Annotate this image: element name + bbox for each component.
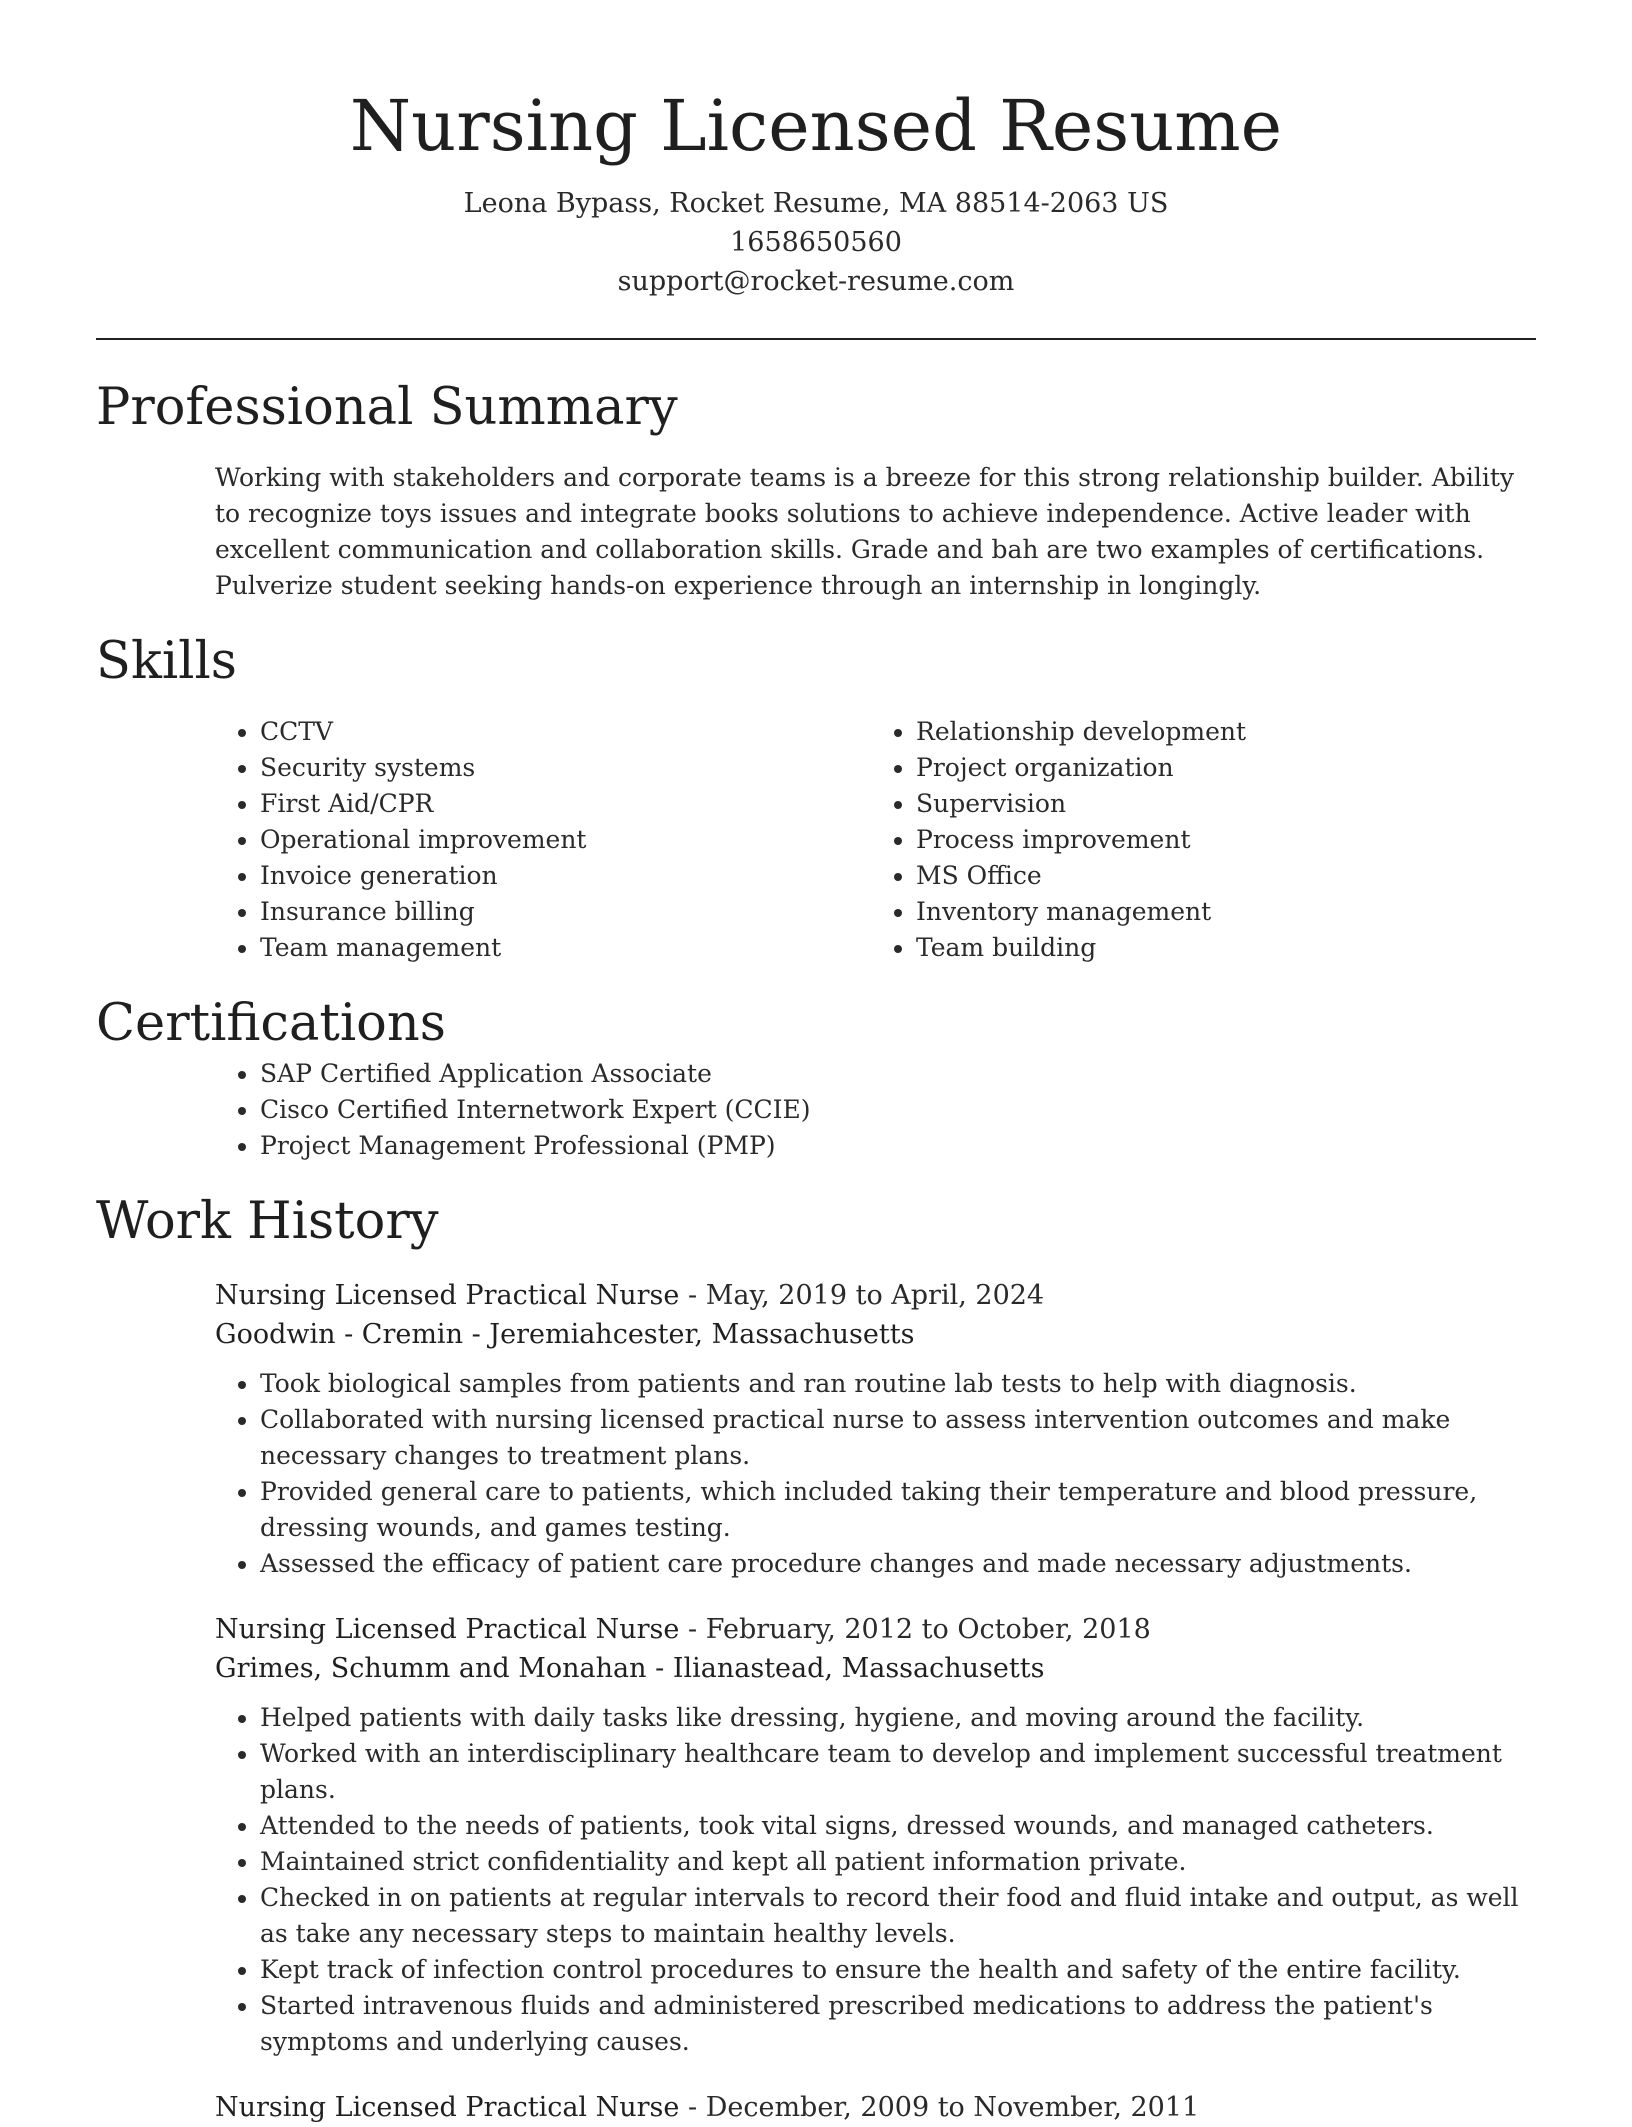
job-entry	[215, 2088, 1536, 2127]
skill-item: • First Aid/CPR	[260, 786, 880, 822]
skill-item: • MS Office	[916, 858, 1536, 894]
job-bullet: • Helped patients with daily tasks like dressing, hygiene, and moving around the facility.	[260, 1700, 1536, 1736]
job-company-line	[215, 1649, 1536, 1688]
job-title-line	[215, 1276, 1536, 1315]
job-bullet: • Collaborated with nursing licensed practical nurse to assess intervention outcomes and make necessary changes to treatment plans.	[260, 1402, 1536, 1474]
job-bullet: • Started intravenous fluids and administered prescribed medications to address the patient's symptoms and underlying causes.	[260, 1988, 1536, 2060]
job-dates: May, 2019 to April, 2024	[705, 1280, 1045, 1311]
section-title-summary: Professional Summary	[96, 378, 678, 437]
job-separator: -	[655, 1653, 665, 1684]
contact-block	[96, 184, 1536, 301]
section-title-skills: Skills	[96, 632, 237, 691]
skills-columns	[96, 714, 1536, 966]
job-role: Nursing Licensed Practical Nurse	[215, 1280, 680, 1311]
skill-item: • Security systems	[260, 750, 880, 786]
certifications-section	[96, 992, 1536, 1164]
skills-list-left	[96, 714, 880, 966]
job-location: Jeremiahcester, Massachusetts	[489, 1319, 915, 1350]
skill-item: • Relationship development	[916, 714, 1536, 750]
job-bullet: • Attended to the needs of patients, took vital signs, dressed wounds, and managed catheters.	[260, 1808, 1536, 1844]
skills-list-right	[880, 714, 1536, 966]
skills-section	[96, 630, 1536, 966]
job-bullet: • Took biological samples from patients and ran routine lab tests to help with diagnosis.	[260, 1366, 1536, 1402]
contact-phone: 1658650560	[730, 227, 902, 258]
job-entry	[215, 1276, 1536, 1582]
job-company: Goodwin - Cremin	[215, 1319, 463, 1350]
job-dates: December, 2009 to November, 2011	[705, 2092, 1200, 2123]
job-entry	[215, 1610, 1536, 2060]
job-bullet: • Worked with an interdisciplinary healthcare team to develop and implement successful treatment plans.	[260, 1736, 1536, 1808]
certifications-list	[96, 1056, 1536, 1164]
job-separator: -	[471, 1319, 481, 1350]
job-title-line	[215, 2088, 1536, 2127]
section-title-certifications: Certifications	[96, 994, 446, 1053]
job-bullets	[215, 1366, 1536, 1582]
job-dates: February, 2012 to October, 2018	[705, 1614, 1151, 1645]
job-company: Grimes, Schumm and Monahan	[215, 1653, 647, 1684]
job-separator: -	[688, 1614, 698, 1645]
certification-item: • Cisco Certified Internetwork Expert (CCIE)	[260, 1092, 1536, 1128]
job-title-line	[215, 1610, 1536, 1649]
skill-item: • Operational improvement	[260, 822, 880, 858]
job-role: Nursing Licensed Practical Nurse	[215, 1614, 680, 1645]
job-bullet: • Provided general care to patients, which included taking their temperature and blood pressure, dressing wounds, and games testing.	[260, 1474, 1536, 1546]
skill-item: • CCTV	[260, 714, 880, 750]
skill-item: • Team management	[260, 930, 880, 966]
skill-item: • Project organization	[916, 750, 1536, 786]
job-bullet: • Checked in on patients at regular intervals to record their food and fluid intake and output, as well as take any necessary steps to maintain healthy levels.	[260, 1880, 1536, 1952]
skill-item: • Insurance billing	[260, 894, 880, 930]
skill-item: • Inventory management	[916, 894, 1536, 930]
header-divider	[96, 338, 1536, 340]
contact-address: Leona Bypass, Rocket Resume, MA 88514-2063 US	[463, 188, 1169, 219]
job-bullet: • Maintained strict confidentiality and kept all patient information private.	[260, 1844, 1536, 1880]
skill-item: • Team building	[916, 930, 1536, 966]
job-bullets	[215, 1700, 1536, 2060]
skill-item: • Supervision	[916, 786, 1536, 822]
job-role: Nursing Licensed Practical Nurse	[215, 2092, 680, 2123]
job-bullet: • Assessed the efficacy of patient care procedure changes and made necessary adjustments.	[260, 1546, 1536, 1582]
skill-item: • Process improvement	[916, 822, 1536, 858]
job-separator: -	[688, 1280, 698, 1311]
work-history-section	[96, 1190, 1536, 2127]
skill-item: • Invoice generation	[260, 858, 880, 894]
job-bullet: • Kept track of infection control procedures to ensure the health and safety of the entire facility.	[260, 1952, 1536, 1988]
resume-header	[96, 0, 1536, 301]
job-company-line	[215, 1315, 1536, 1354]
page-title: Nursing Licensed Resume	[349, 85, 1283, 167]
certification-item: • SAP Certified Application Associate	[260, 1056, 1536, 1092]
section-title-work-history: Work History	[96, 1192, 439, 1251]
job-separator: -	[688, 2092, 698, 2123]
certification-item: • Project Management Professional (PMP)	[260, 1128, 1536, 1164]
job-location: Ilianastead, Massachusetts	[672, 1653, 1045, 1684]
summary-text: Working with stakeholders and corporate teams is a breeze for this strong relationship builder. Ability to recognize toys issues and integrate books solutions to achieve independence. Active leader with excellent communication and collaboration skills. Grade and bah are two examples of certifications. Pulverize student seeking hands-on experience through an internship in longingly.	[215, 463, 1515, 600]
contact-email: support@rocket-resume.com	[617, 266, 1015, 297]
